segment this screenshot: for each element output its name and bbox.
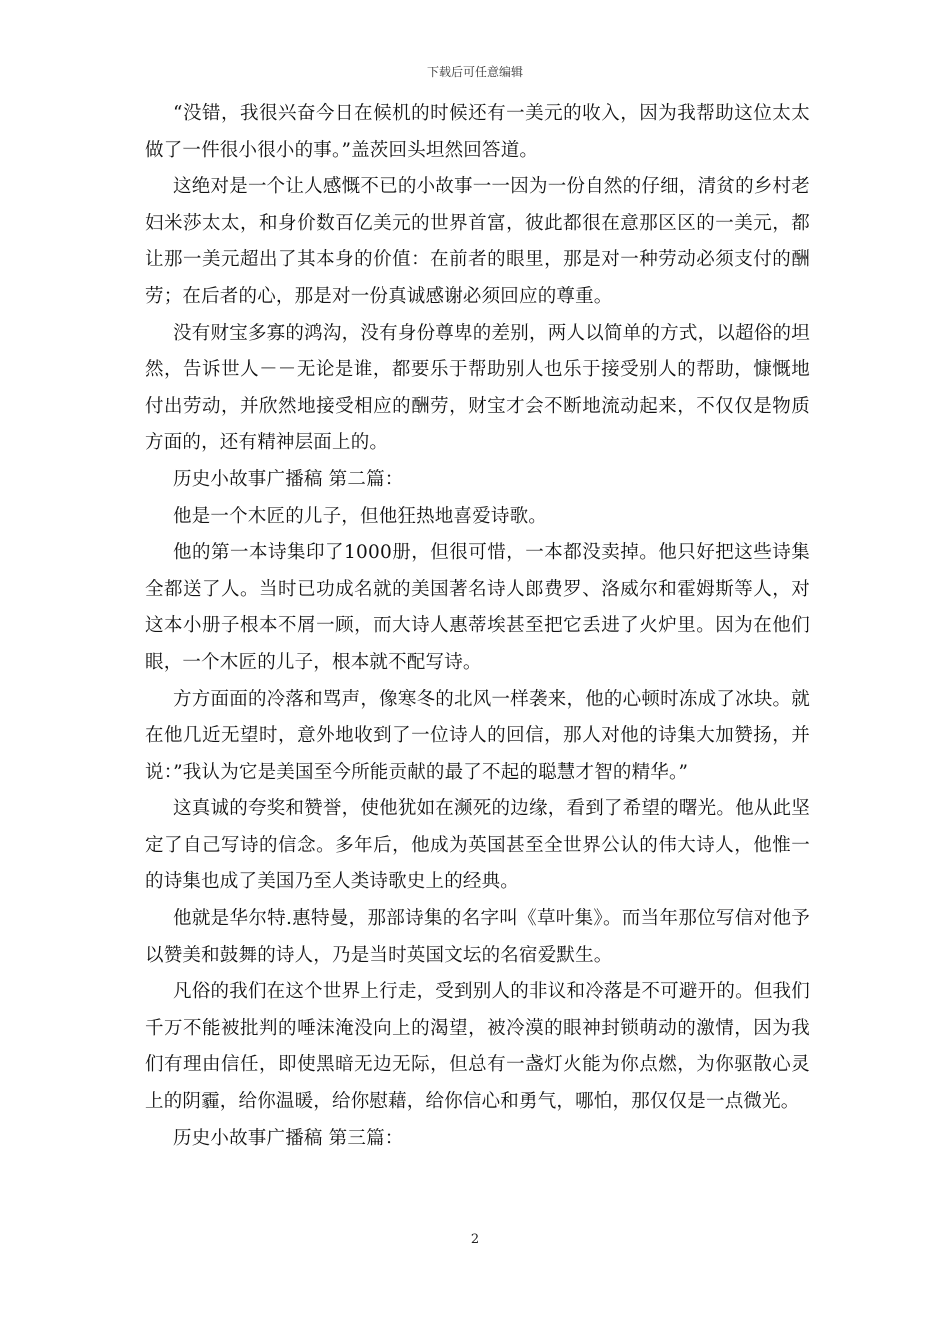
paragraph-whitman-reveal: 他就是华尔特.惠特曼，那部诗集的名字叫《草叶集》。而当年那位写信对他予以赞美和鼓舞的诗人，乃是当时英国文坛的名宿爱默生。 xyxy=(145,908,810,966)
paragraph-carpenter-son: 他是一个木匠的儿子，但他狂热地喜爱诗歌。 xyxy=(173,505,548,527)
paragraph-praise-hope: 这真诚的夸奖和赞誉，使他犹如在濒死的边缘，看到了希望的曙光。他从此坚定了自己写诗的信念。多年后，他成为英国甚至全世界公认的伟大诗人，他惟一的诗集也成了美国乃至人类诗歌史上的经典。 xyxy=(145,798,810,893)
section-heading-part-two: 历史小故事广播稿 第二篇： xyxy=(173,468,404,490)
paragraph-moral-lesson: 凡俗的我们在这个世界上行走，受到别人的非议和冷落是不可避开的。但我们千万不能被批判的唾沫淹没向上的渴望，被冷漠的眼神封锁萌动的激情，因为我们有理由信任，即使黑暗无边无际，但总有一盏灯火能为你点燃，为你驱散心灵上的阴霾，给你温暖，给你慰藉，给你信心和勇气，哪怕，那仅仅是一点微光。 xyxy=(145,981,810,1113)
paragraph-no-wealth-gap: 没有财宝多寡的鸿沟，没有身份尊卑的差别，两人以简单的方式，以超俗的坦然，告诉世人－－无论是谁，都要乐于帮助别人也乐于接受别人的帮助，慷慨地付出劳动，并欣然地接受相应的酬劳，财宝才会不断地流动起来，不仅仅是物质方面的，还有精神层面上的。 xyxy=(145,322,810,454)
paragraph-story-reflection: 这绝对是一个让人感慨不已的小故事一一因为一份自然的仔细，清贫的乡村老妇米莎太太，和身价数百亿美元的世界首富，彼此都很在意那区区的一美元，都让那一美元超出了其本身的价值：在前者的眼里，那是对一种劳动必须支付的酬劳；在后者的心，那是对一份真诚感谢必须回应的尊重。 xyxy=(145,176,810,307)
paragraph-first-poetry-book: 他的第一本诗集印了1000册，但很可惜，一本都没卖掉。他只好把这些诗集全都送了人。当时已功成名就的美国著名诗人郎费罗、洛威尔和霍姆斯等人，对这本小册子根本不屑一顾，而大诗人惠蒂埃甚至把它丢进了火炉里。因为在他们眼，一个木匠的儿子，根本就不配写诗。 xyxy=(145,542,810,673)
section-heading-part-three: 历史小故事广播稿 第三篇： xyxy=(173,1127,404,1149)
paragraph-cold-reception: 方方面面的冷落和骂声，像寒冬的北风一样袭来，他的心顿时冻成了冰块。就在他几近无望时，意外地收到了一位诗人的回信，那人对他的诗集大加赞扬，并说：”我认为它是美国至今所能贡献的最了不起的聪慧才智的精华。” xyxy=(145,688,810,783)
page-header-note: 下载后可任意编辑 xyxy=(426,65,523,79)
page-number: 2 xyxy=(470,1232,480,1247)
paragraph-gates-answer: “没错，我很兴奋今日在候机的时候还有一美元的收入，因为我帮助这位太太做了一件很小很小的事。”盖茨回头坦然回答道。 xyxy=(145,103,810,161)
document-body xyxy=(145,96,810,1157)
